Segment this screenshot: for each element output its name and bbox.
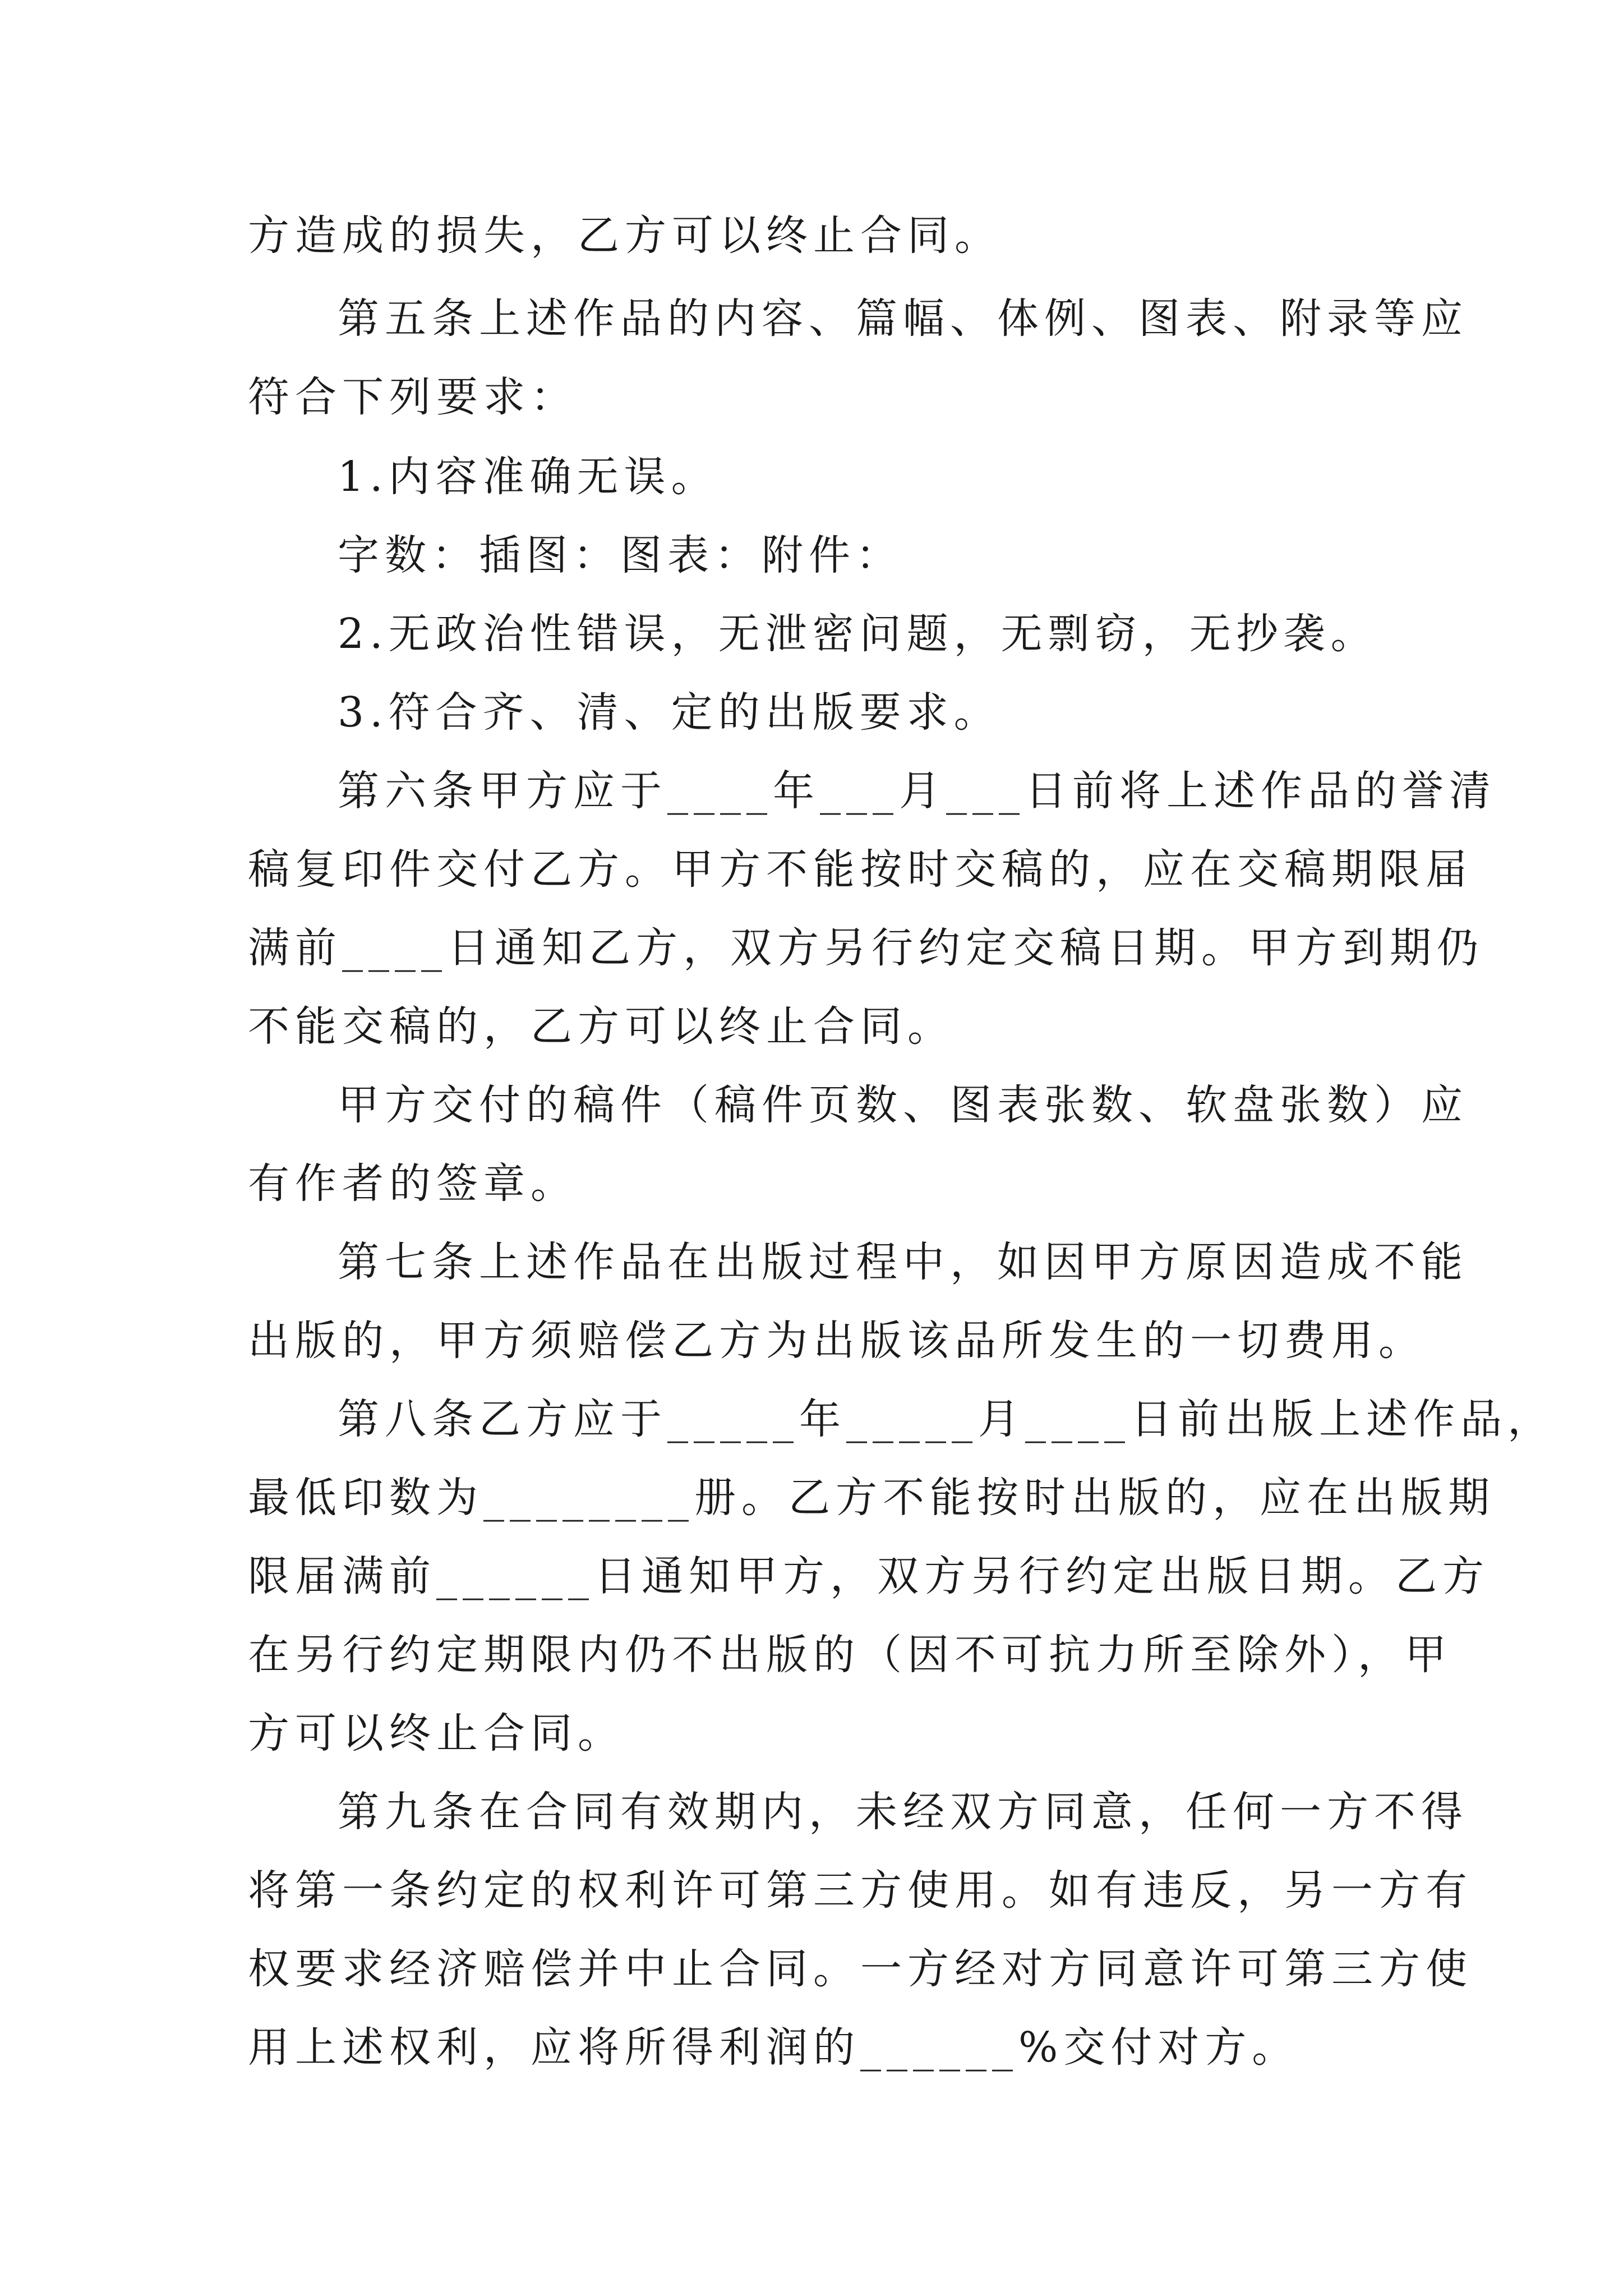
paragraph-line: 不能交稿的，乙方可以终止合同。 xyxy=(248,1002,955,1051)
paragraph-line: 第五条上述作品的内容、篇幅、体例、图表、附录等应 xyxy=(338,295,1468,343)
paragraph-line: 第九条在合同有效期内，未经双方同意，任何一方不得 xyxy=(338,1788,1468,1836)
paragraph-line: 出版的，甲方须赔偿乙方为出版该品所发生的一切费用。 xyxy=(248,1317,1426,1365)
paragraph-line: 方造成的损失，乙方可以终止合同。 xyxy=(248,211,1002,260)
paragraph-line: 字数：插图：图表：附件： xyxy=(338,531,903,579)
list-item: 2.无政治性错误，无泄密问题，无剽窃，无抄袭。 xyxy=(338,610,1378,658)
paragraph-line: 稿复印件交付乙方。甲方不能按时交稿的，应在交稿期限届 xyxy=(248,845,1473,894)
paragraph-line: 第七条上述作品在出版过程中，如因甲方原因造成不能 xyxy=(338,1238,1468,1286)
paragraph-line: 权要求经济赔偿并中止合同。一方经对方同意许可第三方使 xyxy=(248,1945,1473,1993)
paragraph-line: 最低印数为________册。乙方不能按时出版的，应在出版期 xyxy=(248,1474,1495,1522)
paragraph-line: 方可以终止合同。 xyxy=(248,1709,625,1757)
paragraph-line: 在另行约定期限内仍不出版的（因不可抗力所至除外），甲 xyxy=(248,1631,1452,1679)
list-item: 1.内容准确无误。 xyxy=(338,453,718,501)
paragraph-line: 限届满前______日通知甲方，双方另行约定出版日期。乙方 xyxy=(248,1552,1490,1600)
paragraph-line: 用上述权利，应将所得利润的______%交付对方。 xyxy=(248,2023,1299,2072)
paragraph-line: 第八条乙方应于_____年_____月____日前出版上述作品， xyxy=(338,1395,1555,1443)
paragraph-line: 满前____日通知乙方，双方另行约定交稿日期。甲方到期仍 xyxy=(248,924,1484,972)
paragraph-line: 将第一条约定的权利许可第三方使用。如有违反，另一方有 xyxy=(248,1866,1473,1915)
list-item: 3.符合齐、清、定的出版要求。 xyxy=(338,688,1001,737)
paragraph-line: 有作者的签章。 xyxy=(248,1159,578,1208)
paragraph-line: 第六条甲方应于____年___月___日前将上述作品的誉清 xyxy=(338,767,1496,815)
paragraph-line: 符合下列要求： xyxy=(248,373,578,421)
paragraph-line: 甲方交付的稿件（稿件页数、图表张数、软盘张数）应 xyxy=(338,1081,1468,1129)
